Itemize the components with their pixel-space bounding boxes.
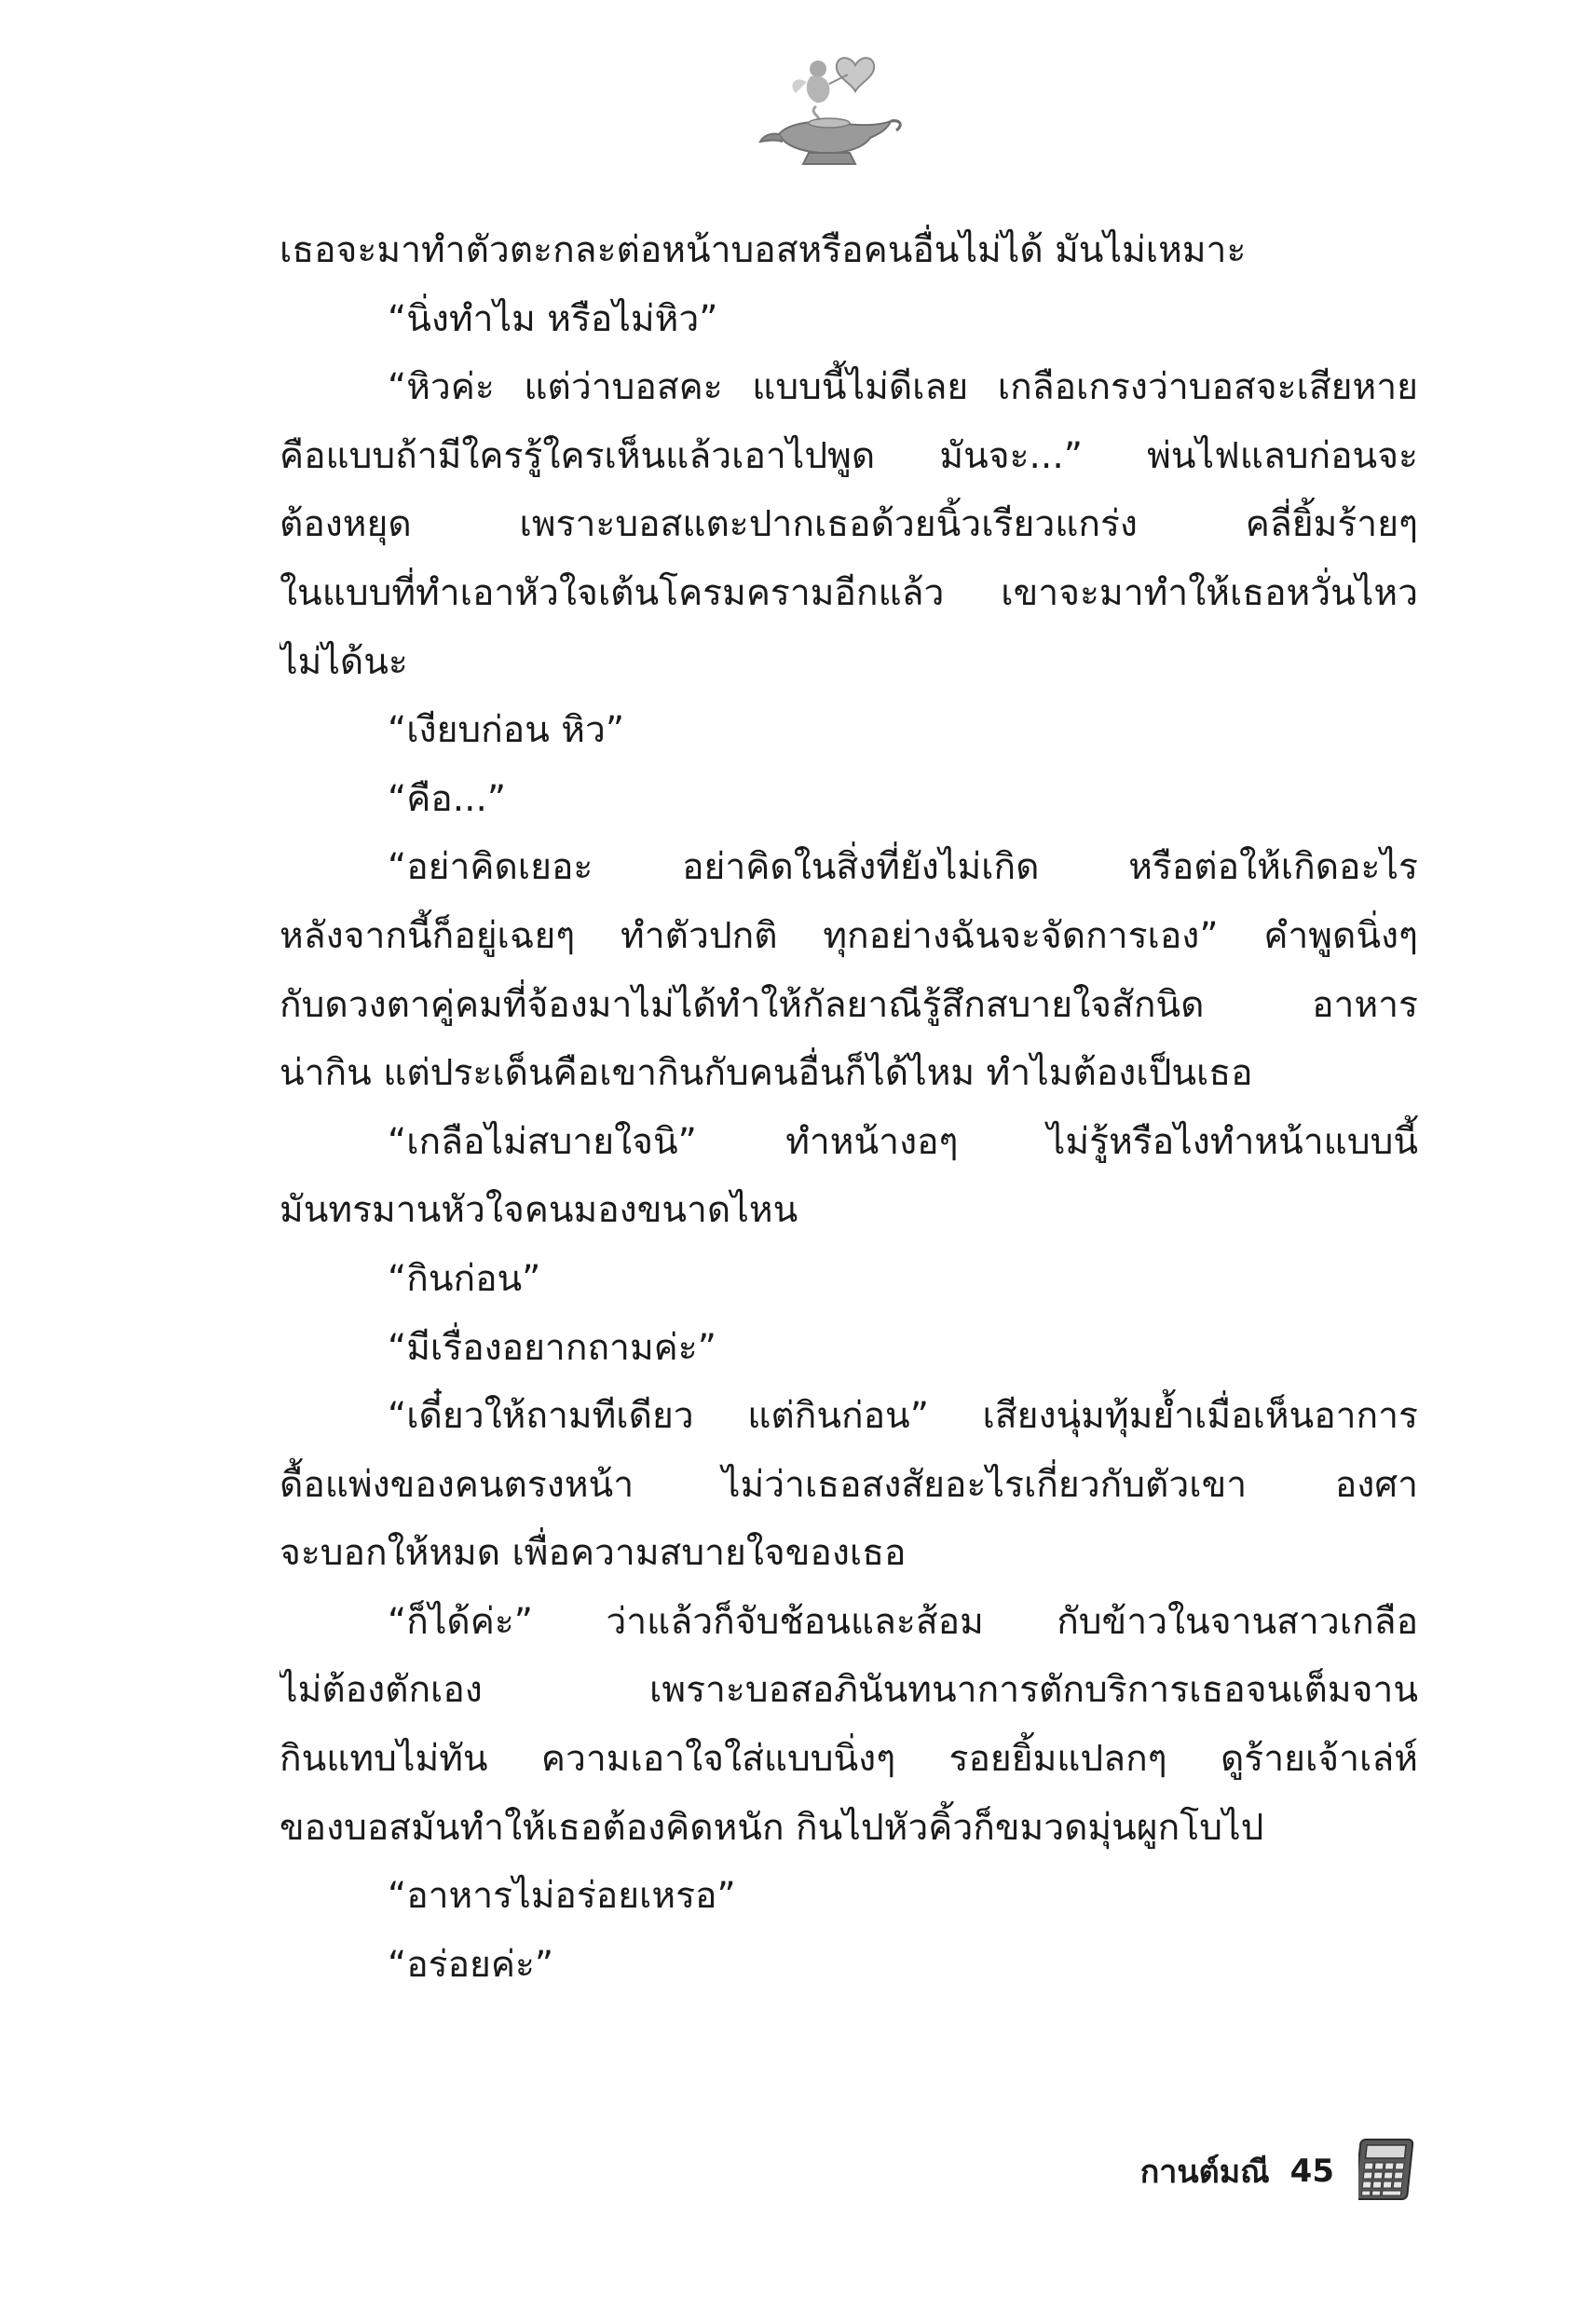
author-name: กานต์มณี <box>1139 2154 1270 2191</box>
text-line: ของบอสมันทำให้เธอต้องคิดหนัก กินไปหัวคิ้วก็ขมวดมุ่นผูกโบไป <box>280 1806 1264 1849</box>
text-line: “เดี๋ยวให้ถามทีเดียว แต่กินก่อน” เสียงนุ่มทุ้มย้ำเมื่อเห็นอาการ <box>388 1395 1418 1438</box>
text-line: “ก็ได้ค่ะ” ว่าแล้วก็จับช้อนและส้อม กับข้าวในจานสาวเกลือ <box>388 1600 1418 1643</box>
text-line: คือแบบถ้ามีใครรู้ใครเห็นแล้วเอาไปพูด มันจะ...” พ่นไฟแลบก่อนจะ <box>280 434 1418 477</box>
text-line: ดื้อแพ่งของคนตรงหน้า ไม่ว่าเธอสงสัยอะไรเกี่ยวกับตัวเขา องศา <box>280 1463 1418 1506</box>
calculator-icon <box>1358 2137 1416 2202</box>
text-line: “หิวค่ะ แต่ว่าบอสคะ แบบนี้ไม่ดีเลย เกลือเกรงว่าบอสจะเสียหาย <box>388 366 1418 409</box>
text-line: เธอจะมาทำตัวตะกละต่อหน้าบอสหรือคนอื่นไม่ได้ มันไม่เหมาะ <box>280 229 1247 271</box>
text-line: “เกลือไม่สบายใจนิ” ทำหน้างอๆ ไม่รู้หรือไงทำหน้าแบบนี้ <box>388 1120 1418 1163</box>
text-line: กินแทบไม่ทัน ความเอาใจใส่แบบนิ่งๆ รอยยิ้มแปลกๆ ดูร้ายเจ้าเล่ห์ <box>280 1738 1418 1781</box>
text-line: “มีเรื่องอยากถามค่ะ” <box>388 1326 716 1369</box>
text-line: ไม่ต้องตักเอง เพราะบอสอภินันทนาการตักบริการเธอจนเต็มจาน <box>280 1669 1418 1712</box>
text-line: “อย่าคิดเยอะ อย่าคิดในสิ่งที่ยังไม่เกิด หรือต่อให้เกิดอะไร <box>388 846 1418 889</box>
text-line: “นิ่งทำไม หรือไม่หิว” <box>388 297 718 340</box>
text-line: ไม่ได้นะ <box>280 640 408 683</box>
text-line: “อาหารไม่อร่อยเหรอ” <box>388 1875 736 1918</box>
body-text <box>280 216 1418 1999</box>
text-line: กับดวงตาคู่คมที่จ้องมาไม่ได้ทำให้กัลยาณีรู้สึกสบายใจสักนิด อาหาร <box>280 983 1418 1026</box>
text-line: จะบอกให้หมด เพื่อความสบายใจของเธอ <box>280 1532 907 1575</box>
text-line: ต้องหยุด เพราะบอสแตะปากเธอด้วยนิ้วเรียวแกร่ง คลี่ยิ้มร้ายๆ <box>280 503 1418 546</box>
magic-lamp-heart-icon <box>751 48 909 170</box>
text-line: น่ากิน แต่ประเด็นคือเขากินกับคนอื่นก็ได้ไหม ทำไมต้องเป็นเธอ <box>280 1052 1253 1095</box>
text-line: หลังจากนี้ก็อยู่เฉยๆ ทำตัวปกติ ทุกอย่างฉันจะจัดการเอง” คำพูดนิ่งๆ <box>280 914 1418 957</box>
text-line: มันทรมานหัวใจคนมองขนาดไหน <box>280 1189 798 1232</box>
text-line: “เงียบก่อน หิว” <box>388 709 625 752</box>
text-line: “กินก่อน” <box>388 1257 541 1300</box>
text-line: “คือ...” <box>388 777 507 820</box>
text-line: “อร่อยค่ะ” <box>388 1943 554 1986</box>
text-line: ในแบบที่ทำเอาหัวใจเต้นโครมครามอีกแล้ว เขาจะมาทำให้เธอหวั่นไหว <box>280 571 1418 614</box>
page-number: 45 <box>1289 2153 1334 2190</box>
